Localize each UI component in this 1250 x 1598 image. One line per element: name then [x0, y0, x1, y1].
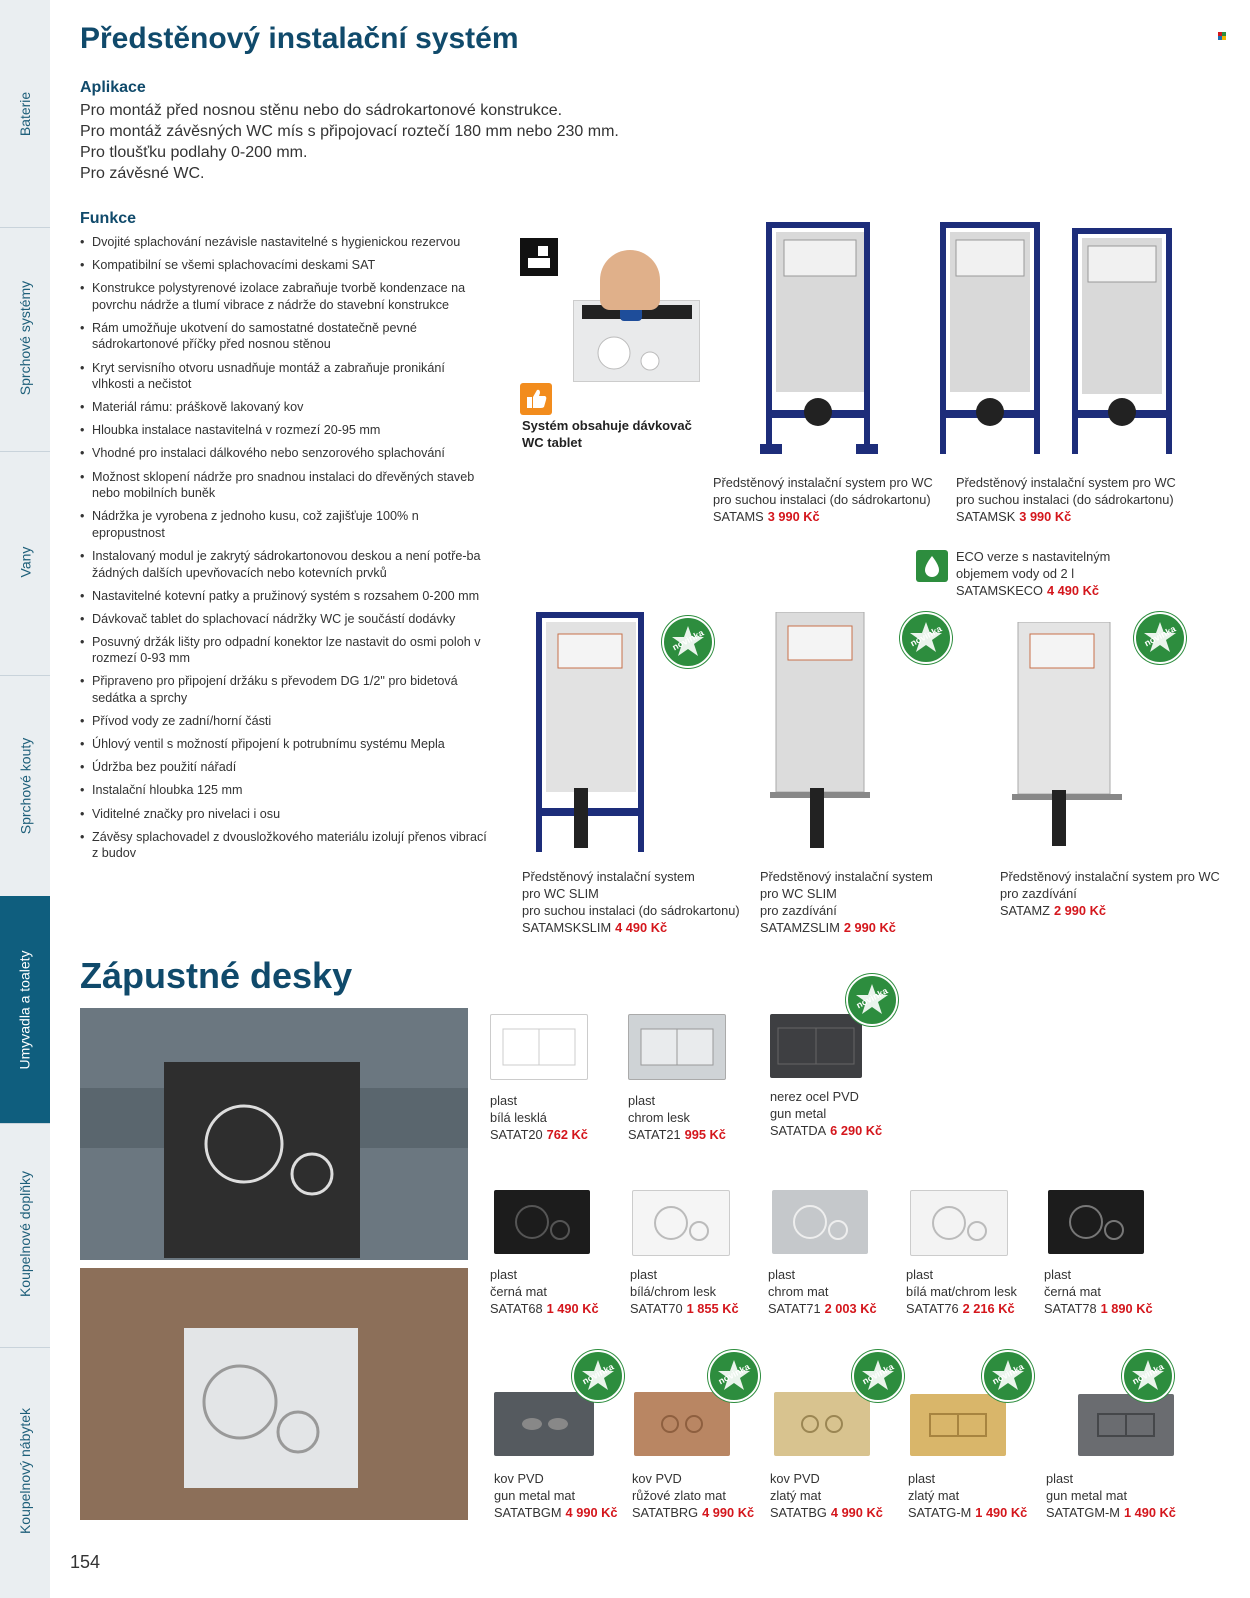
- plate-caption-satatgm-m: plast gun metal mat SATATGM-M 1 490 Kč: [1046, 1471, 1176, 1520]
- frame-satamsk-image: [936, 222, 1044, 454]
- feature-item: • Kryt servisního otvoru usnadňuje montáž a zabraňuje pronikání vlhkosti a nečistot: [80, 360, 490, 393]
- novinka-badge: novinka: [852, 1350, 904, 1402]
- sidebar-tab-sprchove-systemy[interactable]: Sprchové systémy: [0, 224, 50, 452]
- novinka-badge: novinka: [1134, 612, 1186, 664]
- thumbs-up-icon: [520, 383, 552, 415]
- price: 4 990 Kč: [830, 1505, 883, 1520]
- price: 4 990 Kč: [702, 1505, 755, 1520]
- feature-item: • Připraveno pro připojení držáku s převodem DG 1/2" pro bidetová sedátka a sprchy: [80, 673, 490, 706]
- price: 2 990 Kč: [843, 920, 896, 935]
- novinka-badge: novinka: [662, 616, 714, 668]
- dispenser-note: Systém obsahuje dávkovač WC tablet: [522, 418, 692, 450]
- feature-item: • Kompatibilní se všemi splachovacími deskami SAT: [80, 257, 490, 274]
- feature-item: • Konstrukce polystyrenové izolace zabraňuje tvorbě kondenzace na povrchu nádrže a tlumí vibrace z nádrže do stavební konstrukce: [80, 280, 490, 313]
- sidebar-tab-baterie[interactable]: Baterie: [0, 0, 50, 228]
- plate-satat20-image: [490, 1014, 588, 1080]
- plate-caption-satat20: plast bílá lesklá SATAT20 762 Kč: [490, 1093, 588, 1142]
- feature-item: • Závěsy splachovadel z dvousložkového materiálu izolují přenos vibrací z budov: [80, 829, 490, 862]
- dispenser-plate-image: [573, 300, 700, 382]
- system-caption-satamzslim: Předstěnový instalační system pro WC SLIM pro zazdívání SATAMZSLIM 2 990 Kč: [760, 869, 933, 935]
- feature-item: • Přívod vody ze zadní/horní části: [80, 713, 490, 730]
- frame-satamskeco-image: [1068, 228, 1176, 454]
- feature-item: • Dvojité splachování nezávisle nastavitelné s hygienickou rezervou: [80, 234, 490, 251]
- feature-item: • Dávkovač tablet do splachovací nádržky WC je součástí dodávky: [80, 611, 490, 628]
- plate-caption-satat70: plast bílá/chrom lesk SATAT70 1 855 Kč: [630, 1267, 739, 1316]
- aplikace-line: Pro závěsné WC.: [80, 165, 205, 182]
- feature-item: • Instalovaný modul je zakrytý sádrokartonovou deskou a není potře-ba žádných dalších upevňovacích nebo kotevních prvků: [80, 548, 490, 581]
- price: 4 490 Kč: [1047, 583, 1099, 598]
- price: 2 003 Kč: [824, 1301, 877, 1316]
- plate-caption-satatg-m: plast zlatý mat SATATG-M 1 490 Kč: [908, 1471, 1028, 1520]
- feature-item: • Vhodné pro instalaci dálkového nebo senzorového splachování: [80, 445, 490, 462]
- system-caption-satamskslim: Předstěnový instalační system pro WC SLIM pro suchou instalaci (do sádrokartonu) SATAMSKSLIM 4 490 Kč: [522, 869, 740, 935]
- price: 1 490 Kč: [975, 1505, 1028, 1520]
- novinka-badge: novinka: [708, 1350, 760, 1402]
- plate-satat21-image: [628, 1014, 726, 1080]
- frame-satamz-image: [1012, 622, 1122, 852]
- plate-satat70-image: [632, 1190, 730, 1256]
- price: 1 490 Kč: [546, 1301, 599, 1316]
- feature-item: • Úhlový ventil s možností připojení k potrubnímu systému Mepla: [80, 736, 490, 753]
- frame-satamzslim-image: [770, 612, 870, 852]
- novinka-badge: novinka: [572, 1350, 624, 1402]
- sidebar-tab-koupelnove-doplnky[interactable]: Koupelnové doplňky: [0, 1120, 50, 1348]
- sidebar-tab-koupelnovy-nabytek[interactable]: Koupelnový nábytek: [17, 1407, 33, 1535]
- sidebar-tab-vany[interactable]: Vany: [0, 448, 50, 676]
- novinka-badge: novinka: [1122, 1350, 1174, 1402]
- novinka-badge: novinka: [846, 974, 898, 1026]
- sidebar-tab-sprchove-kouty[interactable]: Sprchové kouty: [0, 672, 50, 900]
- frame-satams-image: [760, 222, 878, 454]
- water-drop-icon: [916, 550, 948, 582]
- feature-item: • Instalační hloubka 125 mm: [80, 782, 490, 799]
- feature-item: • Materiál rámu: práškově lakovaný kov: [80, 399, 490, 416]
- plate-caption-satat71: plast chrom mat SATAT71 2 003 Kč: [768, 1267, 877, 1316]
- plate-satatbrg-image: [634, 1392, 730, 1456]
- system-caption-satamz: Předstěnový instalační system pro WC pro zazdívání SATAMZ 2 990 Kč: [1000, 869, 1220, 918]
- plate-caption-satat21: plast chrom lesk SATAT21 995 Kč: [628, 1093, 726, 1142]
- feature-item: • Údržba bez použití nářadí: [80, 759, 490, 776]
- plate-caption-satat76: plast bílá mat/chrom lesk SATAT76 2 216 Kč: [906, 1267, 1017, 1316]
- plate-caption-satatbgm: kov PVD gun metal mat SATATBGM 4 990 Kč: [494, 1471, 618, 1520]
- tablet-dispenser-icon: [520, 238, 558, 276]
- price: 2 990 Kč: [1054, 903, 1106, 918]
- aplikace-heading: Aplikace: [80, 79, 146, 96]
- plate-satat78-image: [1048, 1190, 1144, 1254]
- aplikace-line: Pro montáž před nosnou stěnu nebo do sádrokartonové konstrukce.: [80, 102, 563, 119]
- novinka-badge: novinka: [982, 1350, 1034, 1402]
- price: 1 855 Kč: [686, 1301, 739, 1316]
- aplikace-line: Pro montáž závěsných WC mís s připojovací roztečí 180 mm nebo 230 mm.: [80, 123, 619, 140]
- system-caption-satamsk: Předstěnový instalační system pro WC pro suchou instalaci (do sádrokartonu) SATAMSK 3 990 Kč: [956, 475, 1176, 524]
- system-caption-satams: Předstěnový instalační system pro WC pro suchou instalaci (do sádrokartonu) SATAMS 3 990 Kč: [713, 475, 933, 524]
- lifestyle-chrome-plate-image: [80, 1268, 468, 1520]
- price: 2 216 Kč: [962, 1301, 1015, 1316]
- price: 3 990 Kč: [1019, 509, 1072, 524]
- feature-item: • Posuvný držák lišty pro odpadní konektor lze nastavit do osmi poloh v rozmezí 0-93 mm: [80, 634, 490, 667]
- price: 762 Kč: [546, 1127, 588, 1142]
- aplikace-text: [80, 100, 619, 184]
- page-number: 154: [70, 1552, 101, 1572]
- plate-satat68-image: [494, 1190, 590, 1254]
- feature-item: • Rám umožňuje ukotvení do samostatné dostatečně pevné sádrokartonové příčky před nosnou stěnou: [80, 320, 490, 353]
- price: 1 890 Kč: [1100, 1301, 1153, 1316]
- feature-item: • Nádržka je vyrobena z jednoho kusu, což zajišťuje 100% n epropustnost: [80, 508, 490, 541]
- funkce-list: [80, 234, 490, 868]
- plate-satatg-m-image: [910, 1394, 1006, 1456]
- corner-mark-icon: [1218, 32, 1226, 40]
- price: 1 490 Kč: [1123, 1505, 1176, 1520]
- plate-satat71-image: [772, 1190, 868, 1254]
- lifestyle-dark-plate-image: [80, 1008, 468, 1260]
- sidebar-tab-umyvadla-a-toalety[interactable]: Umyvadla a toalety: [0, 896, 50, 1124]
- plates-heading: Zápustné desky: [80, 955, 353, 996]
- funkce-heading: Funkce: [80, 210, 137, 227]
- plate-satatbg-image: [774, 1392, 870, 1456]
- plate-satatbgm-image: [494, 1392, 594, 1456]
- novinka-badge: novinka: [900, 612, 952, 664]
- frame-satamskslim-image: [530, 612, 650, 852]
- plate-satat76-image: [910, 1190, 1008, 1256]
- hand-image: [600, 250, 660, 310]
- plate-caption-satat68: plast černá mat SATAT68 1 490 Kč: [490, 1267, 599, 1316]
- price: 995 Kč: [684, 1127, 726, 1142]
- feature-item: • Hloubka instalace nastavitelná v rozmezí 20-95 mm: [80, 422, 490, 439]
- page-title: Předstěnový instalační systém: [80, 22, 519, 55]
- aplikace-line: Pro tloušťku podlahy 0-200 mm.: [80, 144, 308, 161]
- plate-satatda-image: [770, 1014, 862, 1078]
- sidebar-nav: [0, 0, 50, 1598]
- plate-caption-satatda: nerez ocel PVD gun metal SATATDA 6 290 Kč: [770, 1089, 883, 1138]
- plate-caption-satatbrg: kov PVD růžové zlato mat SATATBRG 4 990 Kč: [632, 1471, 755, 1520]
- plate-satatgm-m-image: [1078, 1394, 1174, 1456]
- eco-note: ECO verze s nastavitelným objemem vody od 2 l SATAMSKECO 4 490 Kč: [956, 549, 1111, 598]
- price: 3 990 Kč: [767, 509, 820, 524]
- plate-caption-satatbg: kov PVD zlatý mat SATATBG 4 990 Kč: [770, 1471, 883, 1520]
- price: 4 990 Kč: [565, 1505, 618, 1520]
- feature-item: • Viditelné značky pro nivelaci i osu: [80, 806, 490, 823]
- price: 6 290 Kč: [830, 1123, 883, 1138]
- price: 4 490 Kč: [615, 920, 668, 935]
- feature-item: • Nastavitelné kotevní patky a pružinový systém s rozsahem 0-200 mm: [80, 588, 490, 605]
- feature-item: • Možnost sklopení nádrže pro snadnou instalaci do dřevěných staveb nebo mobilních buněk: [80, 469, 490, 502]
- plate-caption-satat78: plast černá mat SATAT78 1 890 Kč: [1044, 1267, 1153, 1316]
